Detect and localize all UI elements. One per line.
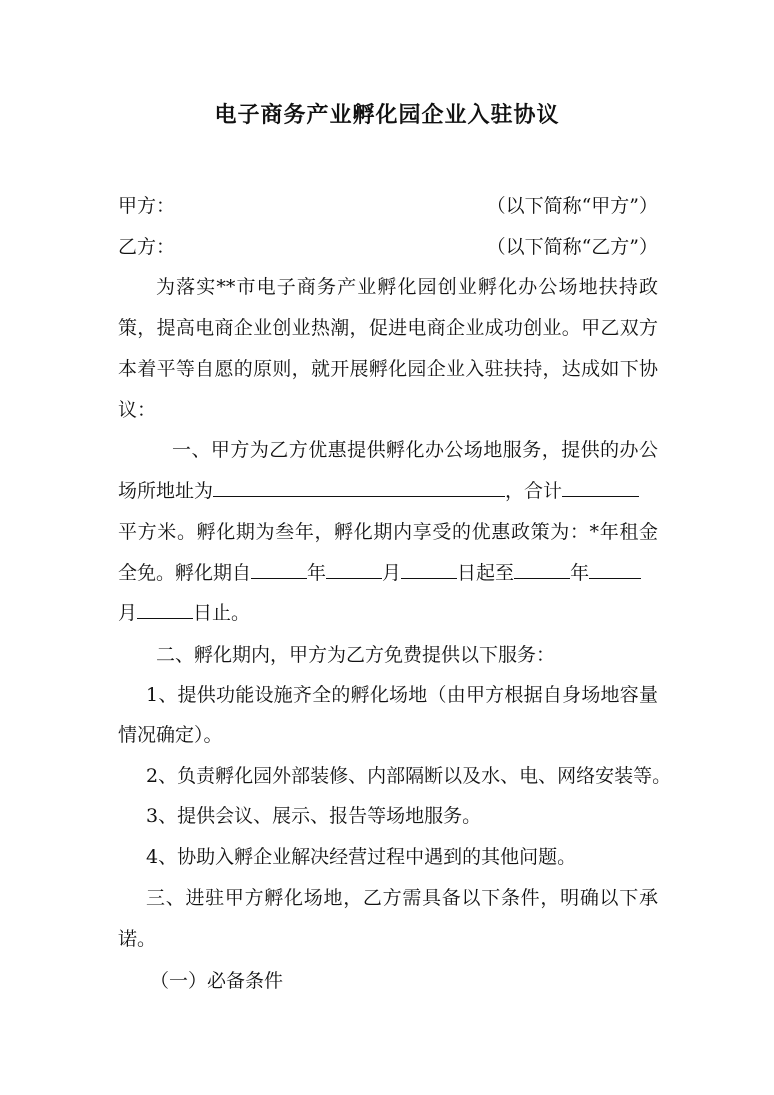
party-b-label: 乙方：: [118, 236, 176, 258]
clause1-line-1: 一、甲方为乙方优惠提供孵化办公场地服务，提供的办公: [172, 439, 658, 461]
area-total-label: ，合计: [505, 480, 563, 502]
end-day-blank: [137, 600, 193, 619]
document-title: 电子商务产业孵化园企业入驻协议: [214, 102, 560, 128]
clause1-line-4: [118, 560, 658, 586]
preamble-line-1: 为落实**市电子商务产业孵化园创业孵化办公场地扶持政: [156, 276, 658, 298]
day-from-label: 日起至: [457, 562, 515, 584]
clause3-line-1: 三、进驻甲方孵化场地，乙方需具备以下条件，明确以下承: [146, 887, 658, 909]
end-month-blank: [589, 560, 641, 579]
preamble-line-3: 本着平等自愿的原则，就开展孵化园企业入驻扶持，达成如下协: [118, 358, 658, 380]
start-day-blank: [401, 560, 457, 579]
month-label: 月: [382, 562, 402, 584]
party-b-row: [118, 234, 658, 260]
address-blank: [213, 478, 505, 497]
start-year-blank: [251, 560, 307, 579]
day-end-label: 日止。: [193, 602, 251, 624]
preamble-line-4: 议：: [118, 399, 157, 421]
clause1-line-3: 平方米。孵化期为叁年，孵化期内享受的优惠政策为：*年租金: [118, 521, 658, 543]
clause3-sub1: （一）必备条件: [150, 970, 284, 992]
area-blank: [562, 478, 639, 497]
period-start-label: 全免。孵化期自: [118, 562, 252, 584]
clause2-item4: 4、协助入孵企业解决经营过程中遇到的其他问题。: [146, 846, 577, 868]
party-a-note: （以下简称“甲方”）: [486, 195, 658, 217]
start-month-blank: [326, 560, 382, 579]
party-b-note: （以下简称“乙方”）: [486, 236, 658, 258]
clause1-line-2: [118, 478, 658, 504]
preamble-line-2: 策，提高电商企业创业热潮，促进电商企业成功创业。甲乙双方: [118, 317, 658, 339]
end-year-blank: [514, 560, 570, 579]
clause2-heading: 二、孵化期内，甲方为乙方免费提供以下服务：: [156, 644, 556, 666]
clause1-line-5: [118, 600, 658, 626]
party-a-row: [118, 193, 658, 219]
address-label: 场所地址为: [118, 480, 214, 502]
clause2-item3: 3、提供会议、展示、报告等场地服务。: [146, 805, 482, 827]
clause2-item1-line1: 1、提供功能设施齐全的孵化场地（由甲方根据自身场地容量: [146, 684, 658, 706]
clause2-item2: 2、负责孵化园外部装修、内部隔断以及水、电、网络安装等。: [146, 765, 672, 787]
year-label: 年: [570, 562, 590, 584]
clause2-item1-line2: 情况确定）。: [118, 724, 223, 746]
year-label: 年: [307, 562, 327, 584]
party-a-label: 甲方：: [118, 195, 176, 217]
month-label: 月: [118, 602, 138, 624]
clause3-line-2: 诺。: [118, 928, 157, 950]
